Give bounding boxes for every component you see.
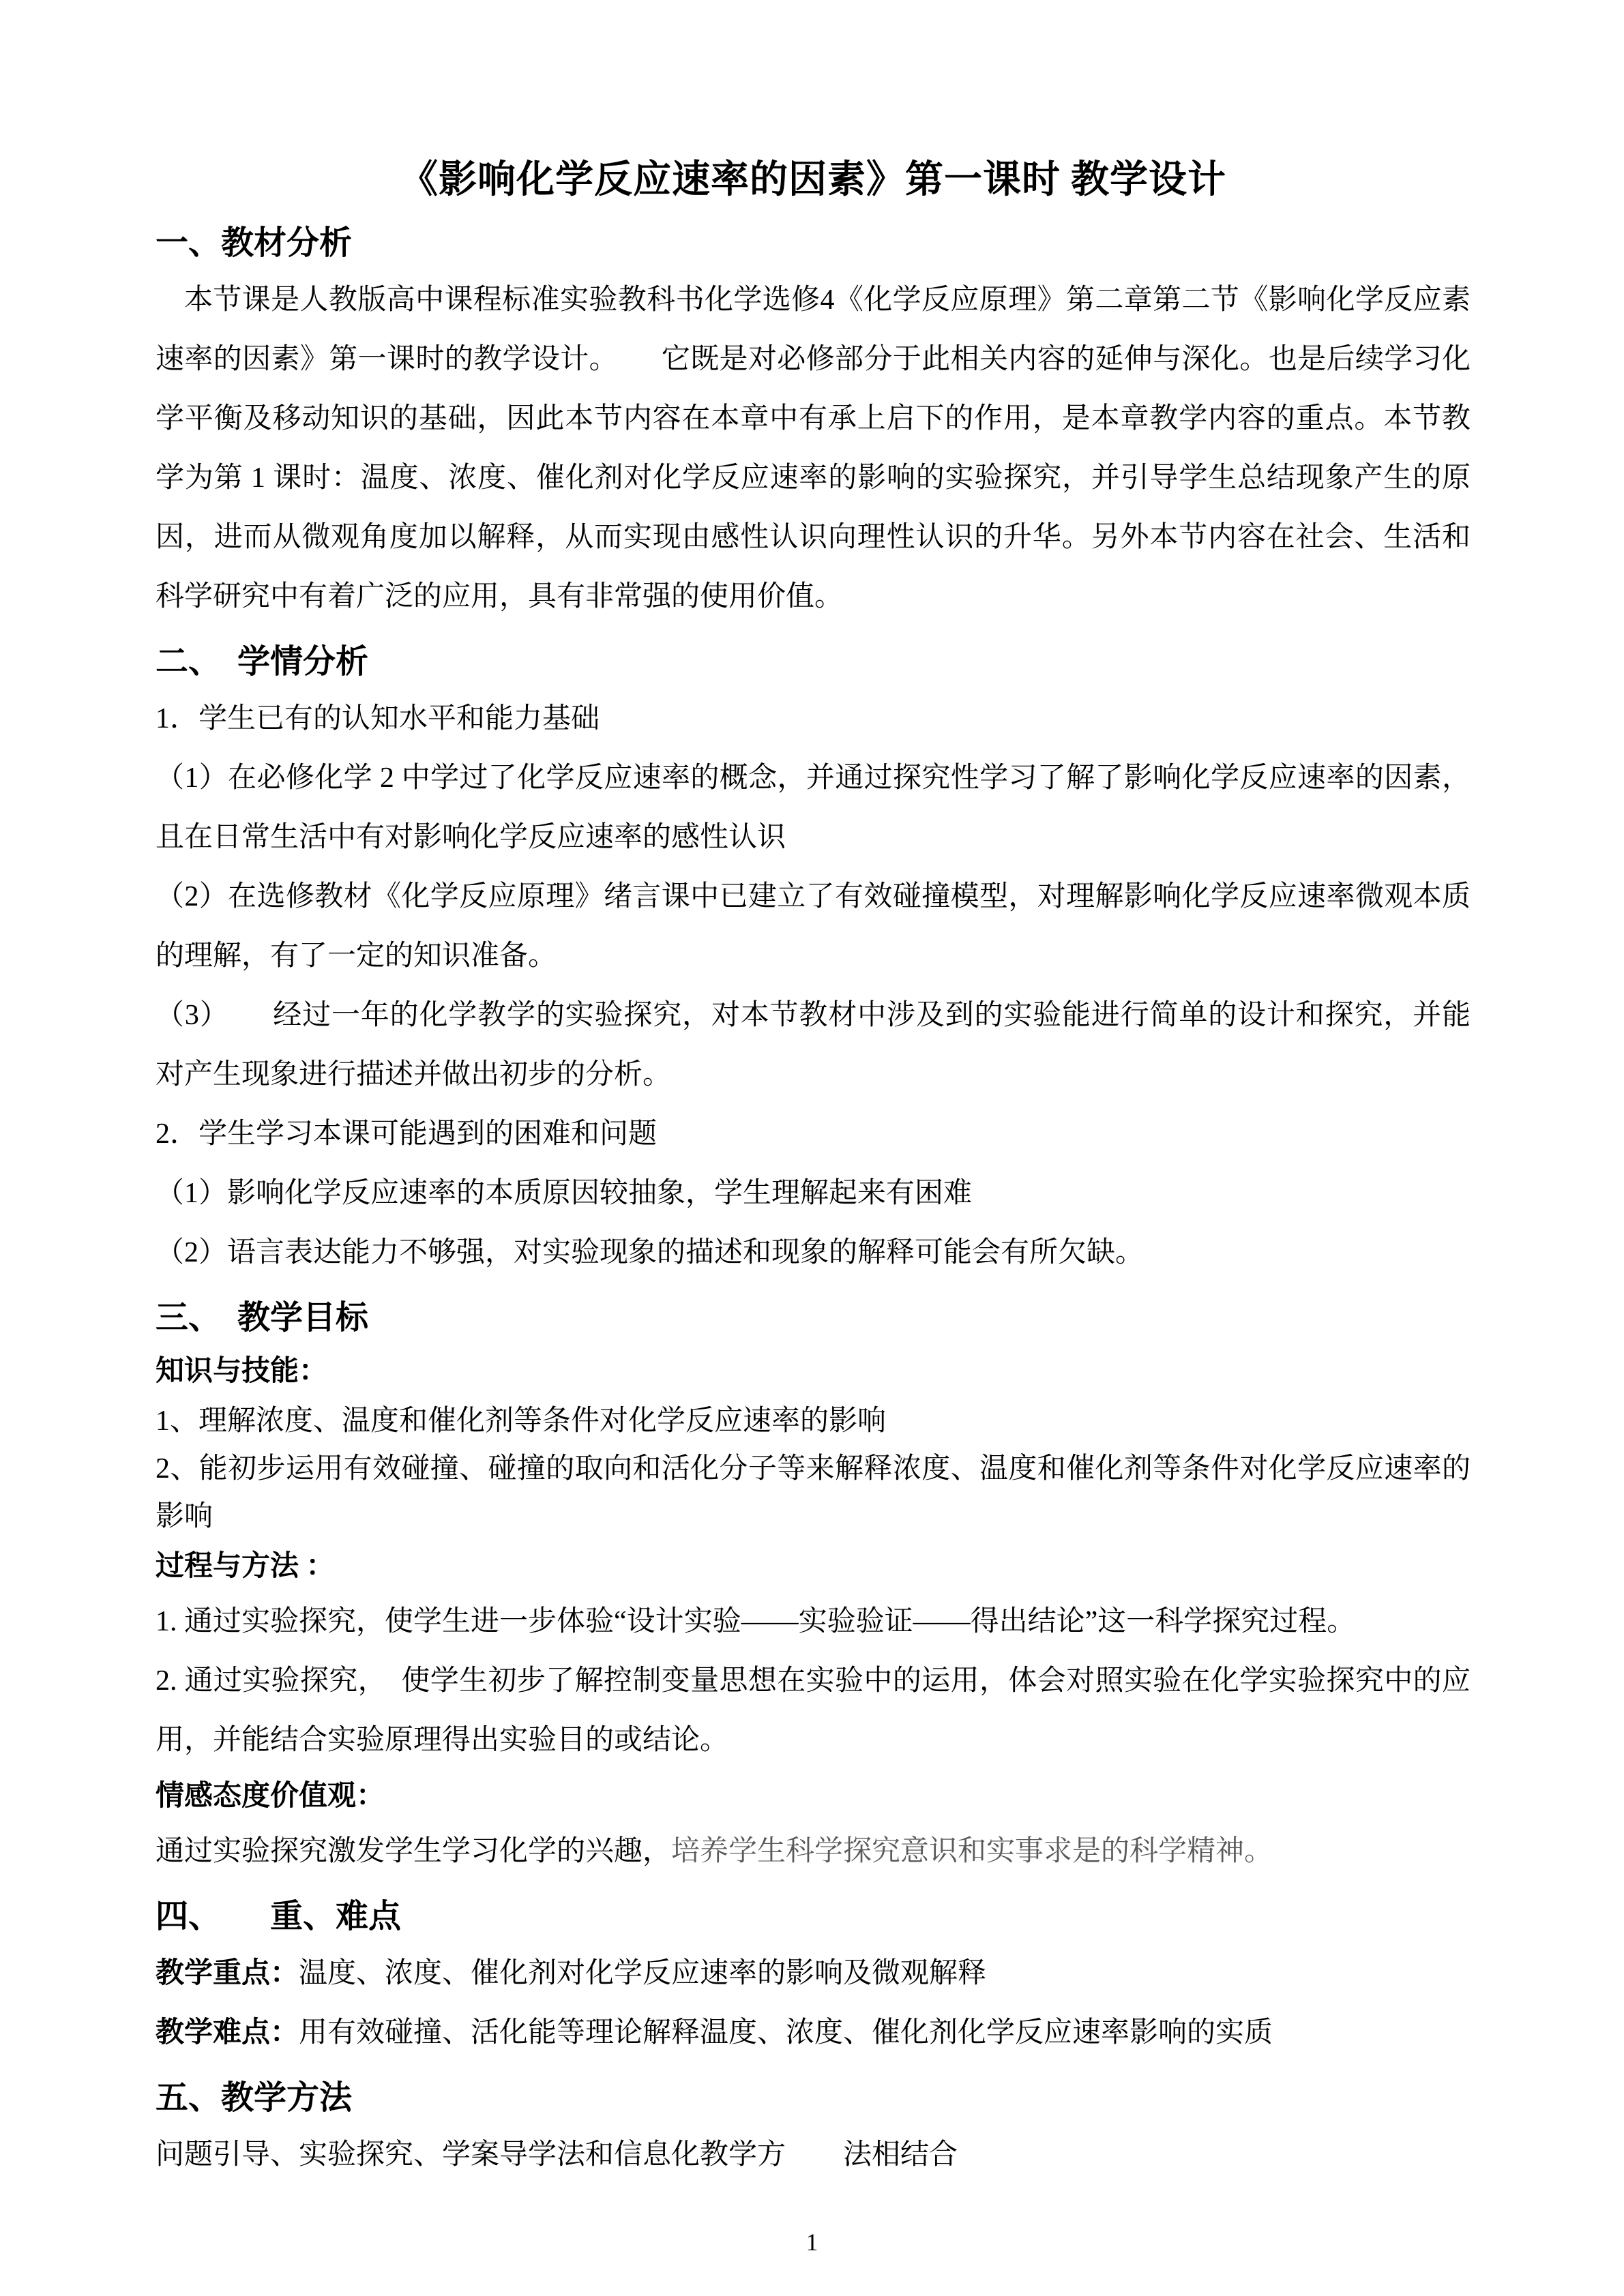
section-5-paragraph: 问题引导、实验探究、学案导学法和信息化教学方 法相结合 (156, 2139, 958, 2171)
subheading-process-method: 过程与方法 ： (156, 1551, 335, 1583)
knowledge-skills-item-2: 2、能初步运用有效碰撞、碰撞的取向和活化分子等来解释浓度、温度和催化剂等条件对化学反应速率的影响 (156, 1453, 1471, 1533)
section-1-paragraph: 本节课是人教版高中课程标准实验教科书化学选修4《化学反应原理》第二章第二节《影响化学反应素速率的因素》第一课时的教学设计。 它既是对必修部分于此相关内容的延伸与深化。也是后续学习化学平衡及移动知识的基础，因此本节内容在本章中有承上启下的作用，是本章教学内容的重点。本节教学为第 1 课时：温度、浓度、催化剂对化学反应速率的影响的实验探究，并引导学生总结现象产生的原因，进而从微观角度加以解释，从而实现由感性认识向理性认识的升华。另外本节内容在社会、生活和科学研究中有着广泛的应用，具有非常强的使用价值。 (156, 284, 1471, 613)
page-number: 1 (806, 2228, 818, 2256)
section-1-heading: 一、教材分析 (156, 225, 353, 262)
emotion-values-paragraph (156, 1822, 1471, 1881)
section-5-heading: 五、教学方法 (156, 2080, 353, 2117)
teaching-difficult-point-text: 用有效碰撞、活化能等理论解释温度、浓度、催化剂化学反应速率影响的实质 (299, 2017, 1273, 2049)
teaching-difficult-point-label: 教学难点： (156, 2017, 299, 2049)
section-3-heading: 三、 教学目标 (156, 1300, 369, 1337)
section-2-item-1: 1．学生已有的认知水平和能力基础 (156, 703, 600, 735)
section-2-item-7: （2）语言表达能力不够强，对实验现象的描述和现象的解释可能会有所欠缺。 (156, 1237, 1145, 1269)
teaching-difficult-point (156, 2003, 1471, 2063)
section-2-item-3: （2）在选修教材《化学反应原理》绪言课中已建立了有效碰撞模型，对理解影响化学反应速率微观本质的理解，有了一定的知识准备。 (156, 881, 1471, 972)
section-2-item-4: （3） 经过一年的化学教学的实验探究，对本节教材中涉及到的实验能进行简单的设计和探究，并能对产生现象进行描述并做出初步的分析。 (156, 1000, 1471, 1091)
emotion-values-text-2: 培养学生科学探究意识和实事求是的科学精神。 (671, 1836, 1273, 1868)
section-2-heading: 二、 学情分析 (156, 644, 369, 681)
document-title: 《影响化学反应速率的因素》第一课时 教学设计 (400, 159, 1226, 201)
teaching-key-point (156, 1944, 1471, 2003)
process-method-item-1: 1. 通过实验探究，使学生进一步体验“设计实验——实验验证——得出结论”这一科学探究过程。 (156, 1606, 1356, 1638)
section-4-heading: 四、 重、难点 (156, 1898, 402, 1935)
emotion-values-text-1: 通过实验探究激发学生学习化学的兴趣， (156, 1836, 672, 1868)
teaching-key-point-label: 教学重点： (156, 1958, 299, 1990)
section-2-item-5: 2．学生学习本课可能遇到的困难和问题 (156, 1118, 658, 1150)
section-2-item-6: （1）影响化学反应速率的本质原因较抽象，学生理解起来有困难 (156, 1178, 973, 1210)
knowledge-skills-item-1: 1、理解浓度、温度和催化剂等条件对化学反应速率的影响 (156, 1405, 887, 1437)
teaching-key-point-text: 温度、浓度、催化剂对化学反应速率的影响及微观解释 (299, 1958, 987, 1990)
subheading-knowledge-skills: 知识与技能： (156, 1356, 328, 1388)
section-2-item-2: （1）在必修化学 2 中学过了化学反应速率的概念，并通过探究性学习了解了影响化学反应速率的因素，且在日常生活中有对影响化学反应速率的感性认识 (156, 762, 1471, 854)
process-method-item-2: 2. 通过实验探究， 使学生初步了解控制变量思想在实验中的运用，体会对照实验在化学实验探究中的应用，并能结合实验原理得出实验目的或结论。 (156, 1665, 1471, 1757)
subheading-emotion-values: 情感态度价值观： (156, 1780, 385, 1813)
